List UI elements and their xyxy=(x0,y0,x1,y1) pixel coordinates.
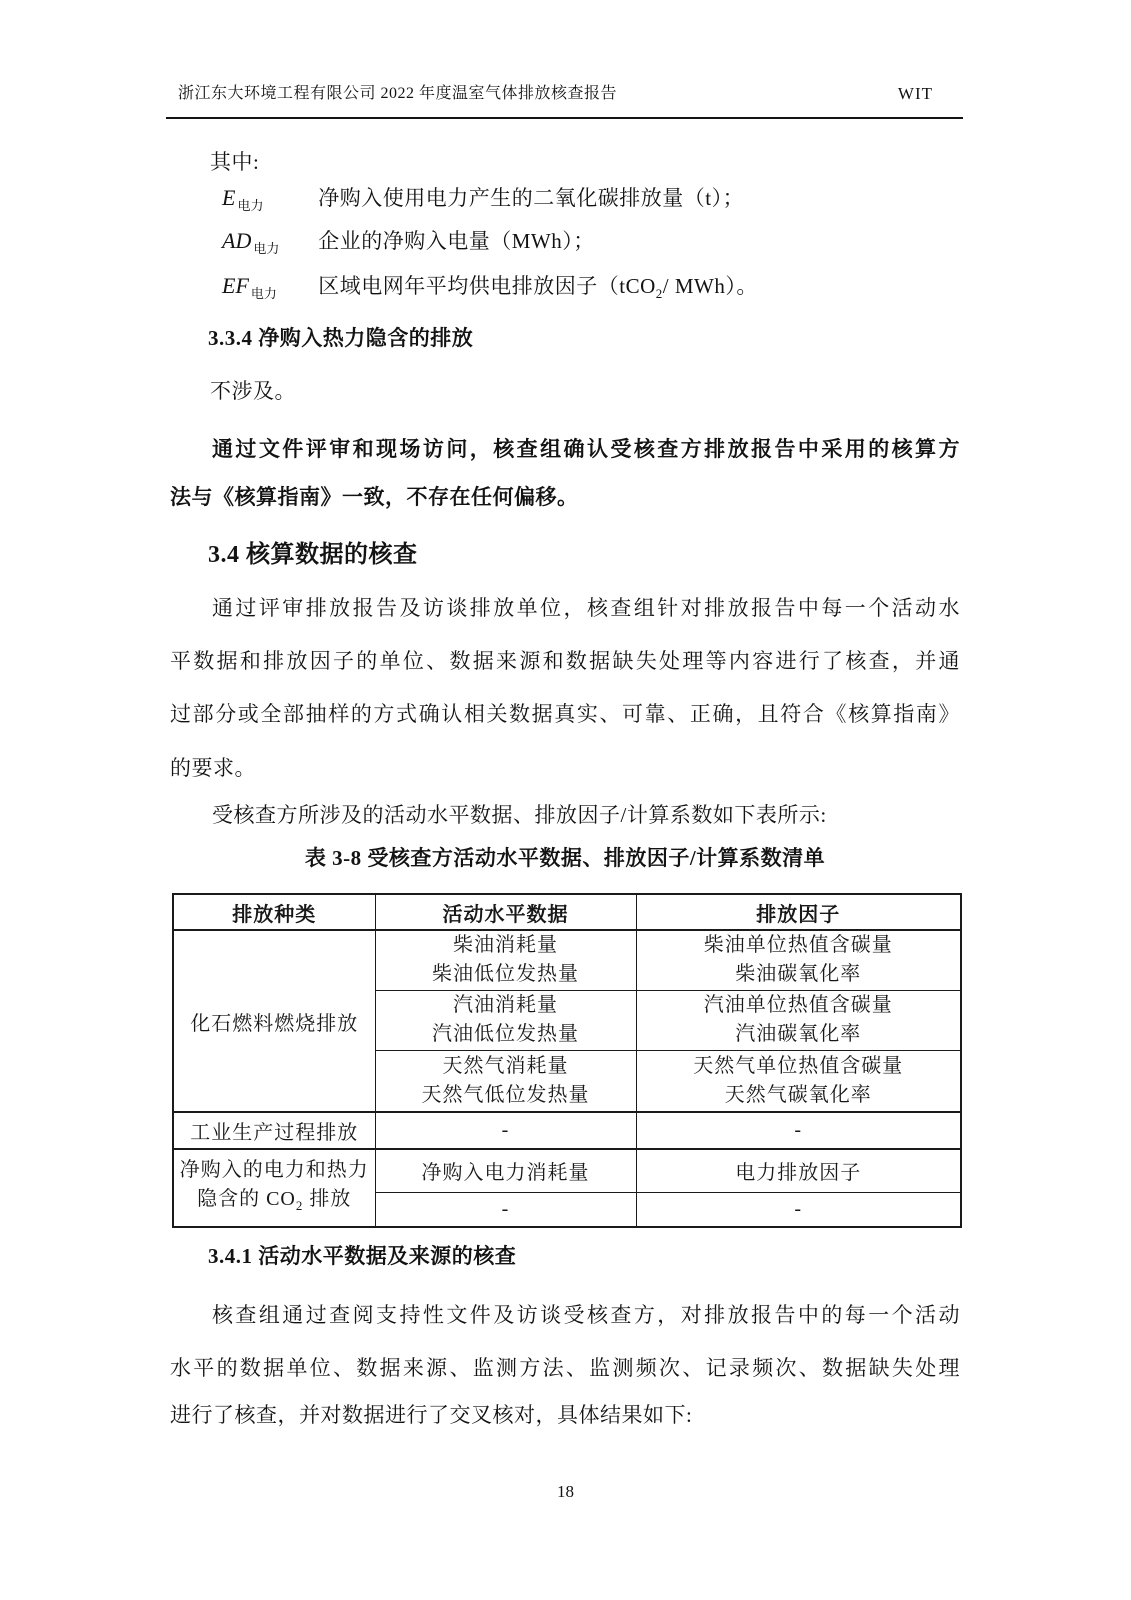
para-3-4-1-line-2: 水平的数据单位、数据来源、监测方法、监测频次、记录频次、数据缺失处理 xyxy=(170,1356,960,1380)
table-3-8 xyxy=(172,893,962,1228)
page-number: 18 xyxy=(557,1482,574,1501)
table-header-row xyxy=(173,894,961,930)
table-row-industrial-process xyxy=(173,1112,961,1149)
heading-3-3-4: 3.3.4 净购入热力隐含的排放 xyxy=(208,326,474,350)
diesel-factor: 柴油单位热值含碳量 柴油碳氧化率 xyxy=(636,930,961,990)
gasoline-activity: 汽油消耗量 汽油低位发热量 xyxy=(375,990,636,1050)
conclusion-bold-line-1: 通过文件评审和现场访问，核查组确认受核查方排放报告中采用的核算方 xyxy=(212,437,960,461)
definition-row-ad xyxy=(222,227,595,263)
purchased-electricity-activity: 净购入电力消耗量 xyxy=(375,1149,636,1192)
conclusion-bold-line-2: 法与《核算指南》一致，不存在任何偏移。 xyxy=(170,485,579,509)
heading-3-4: 3.4 核算数据的核查 xyxy=(208,542,418,568)
definition-ef-text: 区域电网年平均供电排放因子（tCO$_2$/ MWh）。 xyxy=(318,274,758,302)
symbol-ad: AD $_{电力}$ xyxy=(222,228,280,257)
table-row-purchased-electricity xyxy=(173,1149,961,1192)
purchased-heat-activity: - xyxy=(375,1192,636,1227)
header-org-mark: WIT xyxy=(897,84,933,103)
industrial-process-activity: - xyxy=(375,1112,636,1149)
table-3-8-caption: 表 3-8 受核查方活动水平数据、排放因子/计算系数清单 xyxy=(304,846,826,870)
industrial-process-label: 工业生产过程排放 xyxy=(173,1112,375,1149)
col-header-emission-type: 排放种类 xyxy=(173,894,375,930)
definition-ad-text: 企业的净购入电量（MWh）； xyxy=(318,229,595,253)
para-3-4-1-line-3: 进行了核查，并对数据进行了交叉核对，具体结果如下: xyxy=(170,1403,693,1427)
para-3-4-line-3: 过部分或全部抽样的方式确认相关数据真实、可靠、正确，且符合《核算指南》 xyxy=(170,702,960,726)
page-header xyxy=(166,84,963,119)
fossil-fuel-label: 化石燃料燃烧排放 xyxy=(173,930,375,1112)
heading-3-4-1: 3.4.1 活动水平数据及来源的核查 xyxy=(208,1244,517,1268)
symbol-e: E $_{电力}$ xyxy=(222,185,264,214)
col-header-emission-factor: 排放因子 xyxy=(636,894,961,930)
para-3-4-line-1: 通过评审排放报告及访谈排放单位，核查组针对排放报告中每一个活动水 xyxy=(212,596,960,620)
para-3-4-line-2: 平数据和排放因子的单位、数据来源和数据缺失处理等内容进行了核查，并通 xyxy=(170,649,960,673)
purchased-electricity-label: 净购入的电力和热力 隐含的 $CO_2$ 排放 xyxy=(173,1149,375,1227)
not-involved-text: 不涉及。 xyxy=(210,379,296,403)
symbol-ef: EF $_{电力}$ xyxy=(222,273,277,302)
header-report-title: 浙江东大环境工程有限公司 2022 年度温室气体排放核查报告 xyxy=(178,85,618,102)
col-header-activity-data: 活动水平数据 xyxy=(375,894,636,930)
natural-gas-factor: 天然气单位热值含碳量 天然气碳氧化率 xyxy=(636,1050,961,1112)
purchased-heat-factor: - xyxy=(636,1192,961,1227)
definition-row-e xyxy=(222,184,744,220)
table-row-diesel xyxy=(173,930,961,990)
definition-e-text: 净购入使用电力产生的二氧化碳排放量（t）； xyxy=(318,186,745,210)
diesel-activity: 柴油消耗量 柴油低位发热量 xyxy=(375,930,636,990)
gasoline-factor: 汽油单位热值含碳量 汽油碳氧化率 xyxy=(636,990,961,1050)
para-3-4-line-4: 的要求。 xyxy=(170,756,256,780)
natural-gas-activity: 天然气消耗量 天然气低位发热量 xyxy=(375,1050,636,1112)
table-intro-line: 受核查方所涉及的活动水平数据、排放因子/计算系数如下表所示: xyxy=(212,803,827,827)
para-3-4-1-line-1: 核查组通过查阅支持性文件及访谈受核查方，对排放报告中的每一个活动 xyxy=(212,1303,960,1327)
industrial-process-factor: - xyxy=(636,1112,961,1149)
purchased-electricity-factor: 电力排放因子 xyxy=(636,1149,961,1192)
among-which-label: 其中: xyxy=(210,150,260,174)
definition-row-ef xyxy=(222,272,758,308)
